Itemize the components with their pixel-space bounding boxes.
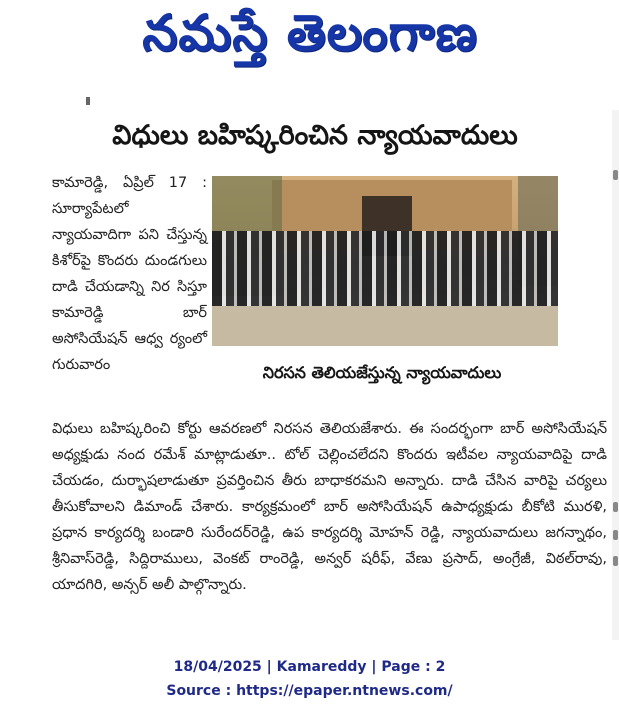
photo-group-of-lawyers bbox=[212, 231, 558, 306]
article-headline: విధులు బహిష్కరించిన న్యాయవాదులు bbox=[112, 120, 518, 151]
newspaper-masthead: నమస్తే తెలంగాణ bbox=[142, 3, 478, 62]
article-photo bbox=[212, 176, 558, 346]
photo-caption: నిరసన తెలియజేస్తున్న న్యాయవాదులు bbox=[262, 362, 502, 382]
adjacent-column-edge bbox=[612, 110, 619, 640]
article-lead-column: కామారెడ్డి, ఏప్రిల్ 17 : సూర్యాపేటలో న్యాయవాదిగా పని చేస్తున్న కిశోర్‌పై కొందరు దుండగులు దాడి చేయడాన్ని నిర సిస్తూ కామారెడ్డి బార్ అసోసియేషన్ ఆధ్వ ర్యంలో గురువారం bbox=[52, 175, 207, 373]
footer-date-line: 18/04/2025 | Kamareddy | Page : 2 bbox=[173, 659, 446, 675]
adjacent-text-fragment bbox=[613, 530, 618, 540]
adjacent-text-fragment bbox=[613, 556, 618, 566]
page-footer bbox=[0, 655, 619, 703]
footer-source-line: Source : https://epaper.ntnews.com/ bbox=[166, 683, 453, 699]
adjacent-text-fragment bbox=[613, 170, 618, 180]
article-body: విధులు బహిష్కరించి కోర్టు ఆవరణలో నిరసన తెలియజేశారు. ఈ సందర్భంగా బార్ అసోసియేషన్ అధ్యక్షుడు నంద రమేశ్ మాట్లాడుతూ.. టోల్ చెల్లించలేదని కొందరు ఇటీవల న్యాయవాదిపై దాడి చేయడం, దుర్భాషలాడుతూ ప్రవర్తించిన తీరు బాధాకరమని అన్నారు. దాడి చేసిన వారిపై చర్యలు తీసుకోవాలని డిమాండ్ చేశారు. కార్యక్రమంలో బార్ అసోసియేషన్ ఉపాధ్యక్షుడు బీకోటి మురళి, ప్రధాన కార్యదర్శి బండారి సురేందర్‌రెడ్డి, ఉప కార్యదర్శి మోహన్ రెడ్డి, న్యాయవాదులు జగన్నాథం, శ్రీనివాస్‌రెడ్డి, సిద్దిరాములు, వెంకట్ రాంరెడ్డి, అన్వర్ షరీఫ్, వేణు ప్రసాద్, అంగ్రేజీ, విఠల్‌రావు, యాదగిరి, అన్సర్ అలీ పాల్గొన్నారు. bbox=[52, 421, 607, 593]
adjacent-text-fragment bbox=[613, 502, 618, 512]
photo-ground bbox=[212, 306, 558, 346]
column-marker bbox=[86, 97, 90, 105]
